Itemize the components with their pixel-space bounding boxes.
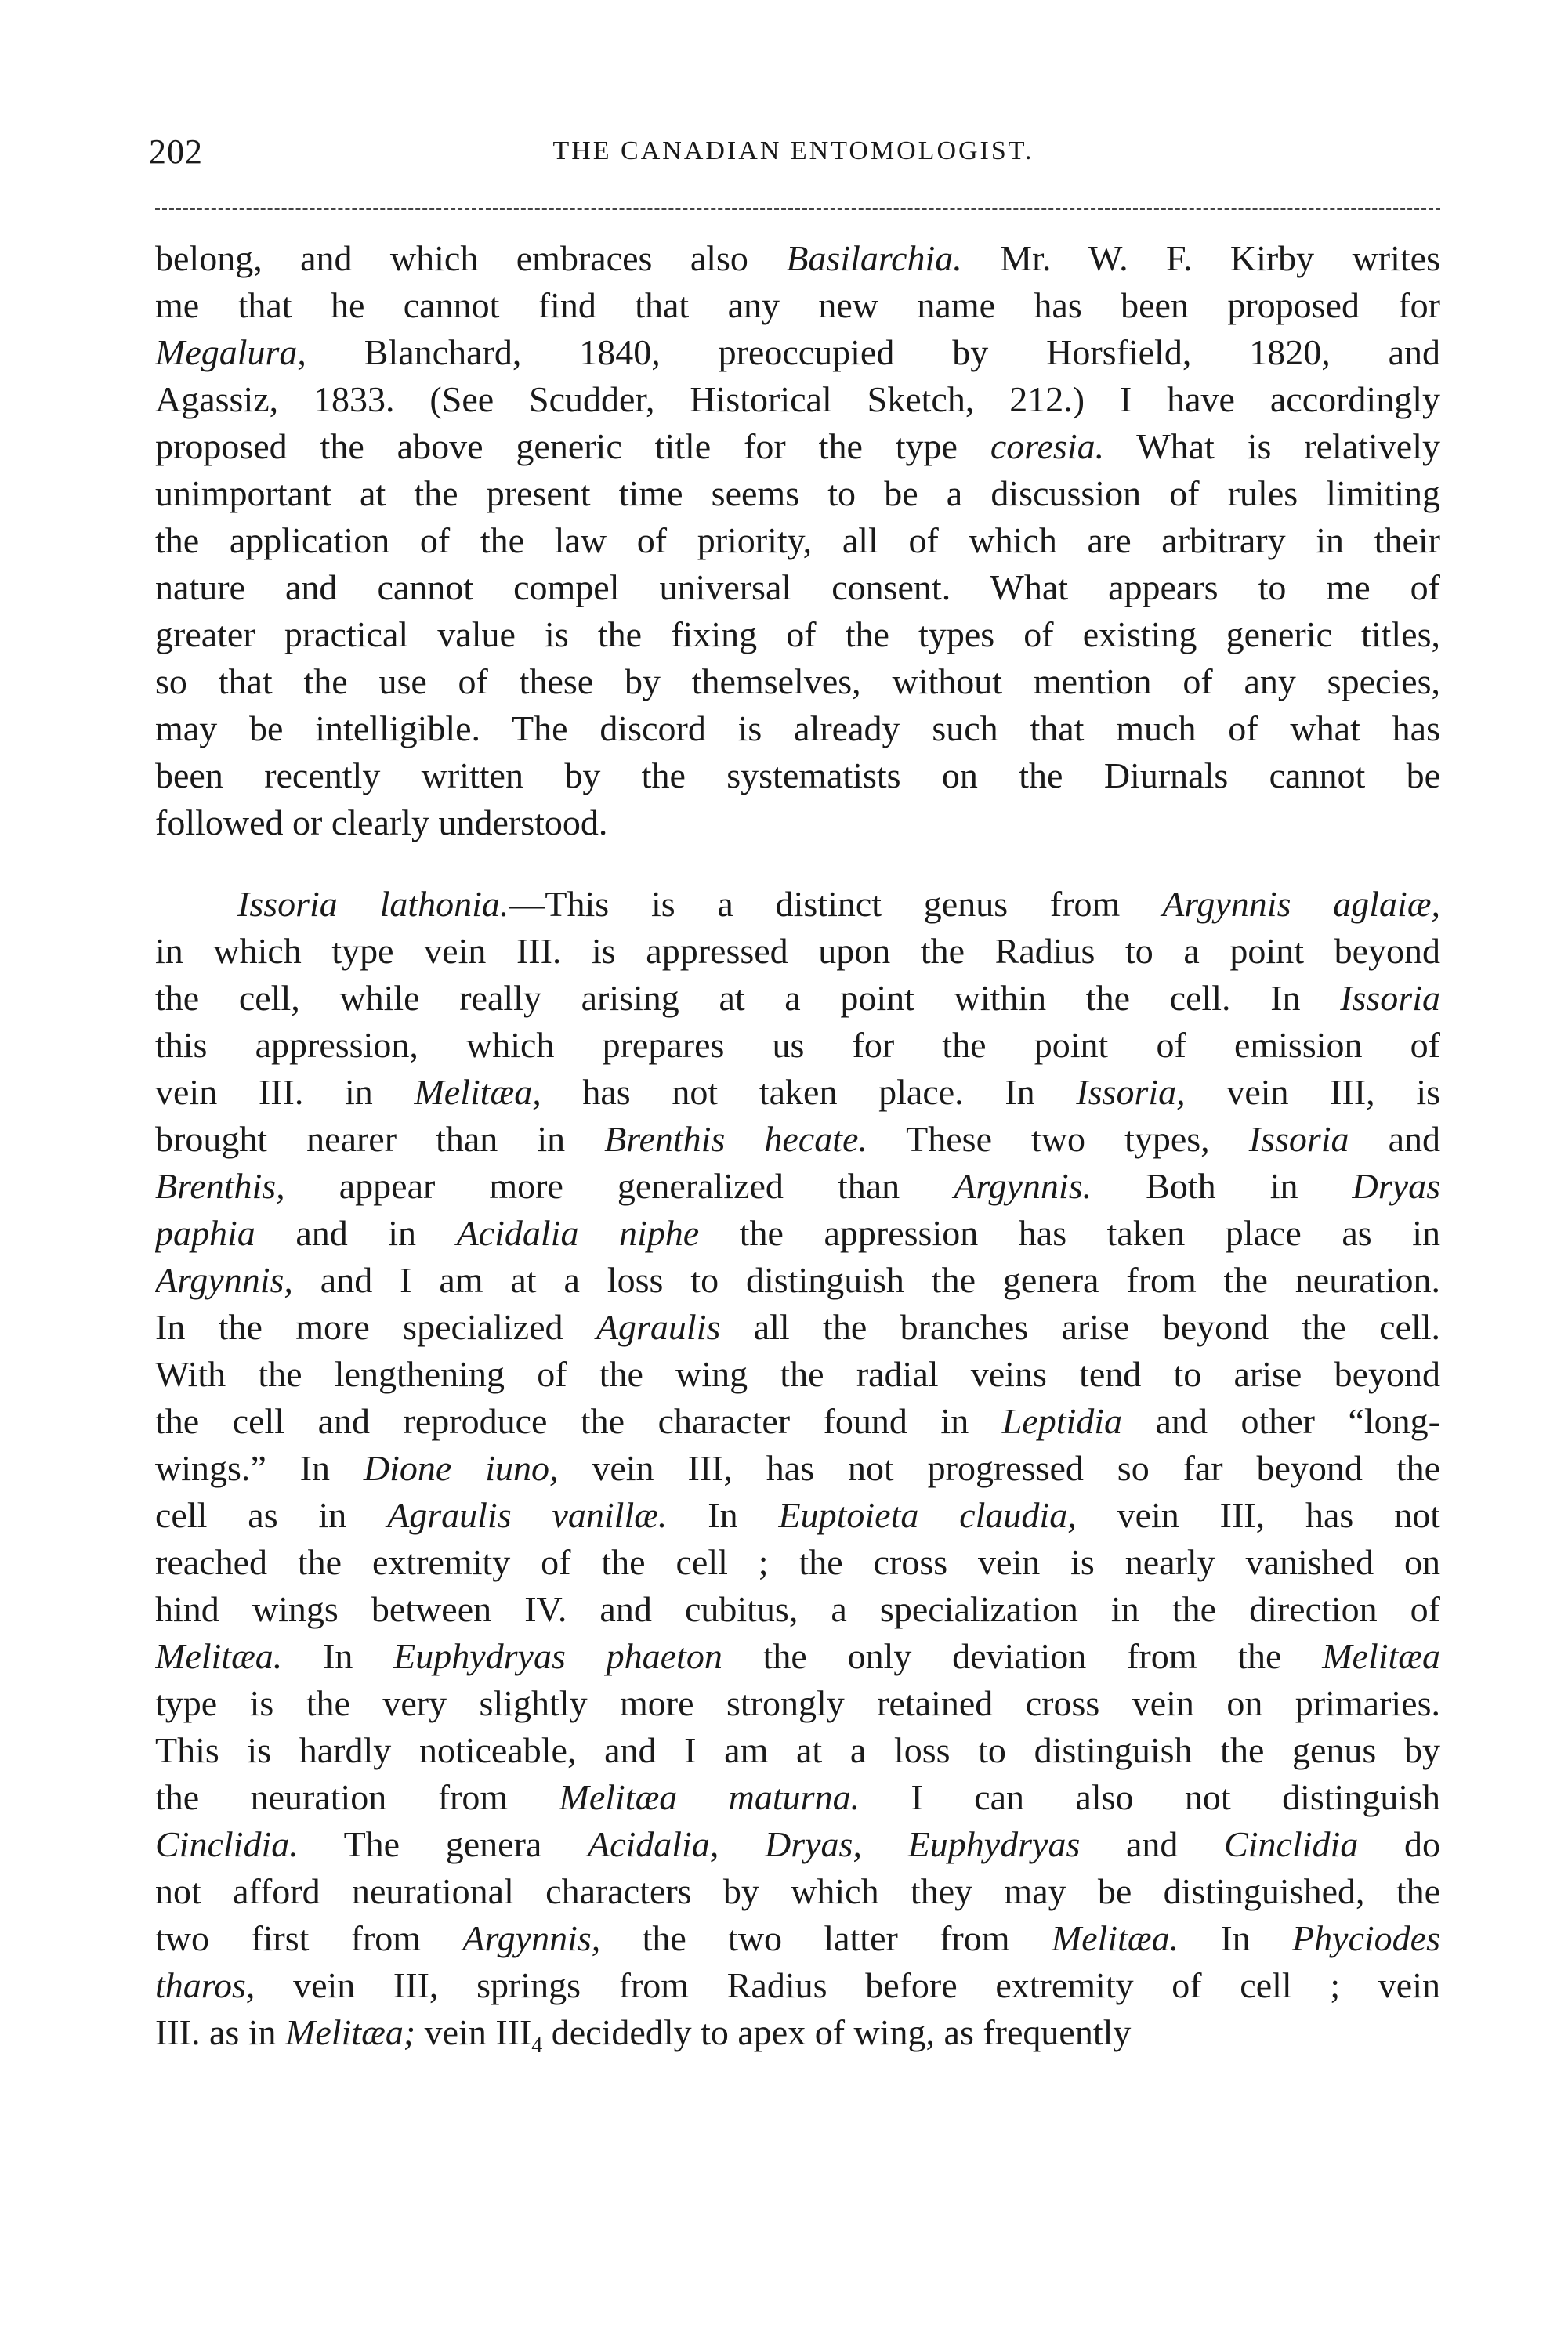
italic-taxon: Acidalia niphe — [456, 1213, 700, 1253]
text-line — [155, 282, 1440, 329]
text-run: the application of the law of priority, all of which are arbitrary in their — [155, 520, 1440, 560]
text-run: III. as in — [155, 2012, 286, 2052]
text-line — [155, 376, 1440, 423]
text-run: me that he cannot find that any new name has been proposed for — [155, 285, 1440, 325]
text-run: Mr. W. F. Kirby writes — [961, 238, 1440, 278]
text-line — [155, 1774, 1440, 1821]
text-line — [155, 1445, 1440, 1492]
text-run: In the more specialized — [155, 1307, 596, 1347]
italic-taxon: Issoria lathonia. — [237, 884, 509, 924]
text-line — [155, 1821, 1440, 1868]
italic-taxon: Issoria — [1340, 978, 1440, 1018]
italic-taxon: paphia — [155, 1213, 255, 1253]
italic-taxon: Argynnis, — [462, 1918, 601, 1958]
italic-taxon: Acidalia, Dryas, Euphydryas — [587, 1824, 1081, 1864]
text-run: vein III. in — [155, 1072, 415, 1112]
text-run: wings.” In — [155, 1448, 364, 1488]
text-run: decidedly to apex of wing, as frequently — [542, 2012, 1132, 2052]
italic-taxon: Argynnis aglaiæ, — [1162, 884, 1440, 924]
page-number: 202 — [149, 132, 203, 171]
text-line — [155, 1586, 1440, 1633]
italic-taxon: Melitæa, — [414, 1072, 541, 1112]
text-line — [155, 611, 1440, 658]
italic-taxon: Euphydryas phaeton — [393, 1636, 722, 1676]
text-line — [155, 1163, 1440, 1210]
italic-taxon: Issoria, — [1076, 1072, 1186, 1112]
text-run: has not taken place. In — [541, 1072, 1077, 1112]
text-line — [155, 1727, 1440, 1774]
italic-taxon: Phyciodes — [1291, 1918, 1440, 1958]
text-run: I can also not distinguish — [860, 1777, 1440, 1817]
text-run: type is the very slightly more strongly retained cross vein on primaries. — [155, 1683, 1440, 1723]
text-run: and in — [255, 1213, 457, 1253]
italic-taxon: Melitæa. — [155, 1636, 283, 1676]
italic-taxon: Basilarchia. — [786, 238, 962, 278]
text-run: These two types, — [867, 1119, 1249, 1159]
text-run: the cell and reproduce the character found in — [155, 1401, 1002, 1441]
italic-taxon: Melitæa maturna. — [559, 1777, 860, 1817]
text-line — [155, 1868, 1440, 1915]
text-run: hind wings between IV. and cubitus, a specialization in the direction of — [155, 1589, 1440, 1629]
text-run: vein III, springs from Radius before extremity of cell ; vein — [255, 1965, 1440, 2005]
text-line — [155, 1210, 1440, 1257]
text-run: do — [1358, 1824, 1440, 1864]
italic-taxon: Cinclidia — [1224, 1824, 1359, 1864]
text-run: appear more generalized than — [284, 1166, 954, 1206]
text-run: may be intelligible. The discord is already such that much of what has — [155, 708, 1440, 748]
text-run: vein III, has not progressed so far beyond the — [558, 1448, 1440, 1488]
text-run: In — [1179, 1918, 1292, 1958]
text-run: vein III, has not — [1076, 1495, 1440, 1535]
subscript: 4 — [531, 2033, 543, 2056]
italic-taxon: Argynnis. — [954, 1166, 1092, 1206]
journal-title: THE CANADIAN ENTOMOLOGIST. — [552, 136, 1034, 165]
text-run: In — [282, 1636, 394, 1676]
paragraph-gap — [155, 846, 1440, 881]
italic-taxon: Melitæa. — [1051, 1918, 1179, 1958]
text-line — [155, 1680, 1440, 1727]
text-run: not afford neurational characters by which they may be distinguished, the — [155, 1871, 1440, 1911]
text-line — [155, 928, 1440, 975]
text-line — [155, 1351, 1440, 1398]
text-run: The genera — [298, 1824, 588, 1864]
text-run: and other “long- — [1122, 1401, 1440, 1441]
text-run: so that the use of these by themselves, without mention of any species, — [155, 661, 1440, 701]
text-line — [155, 1962, 1440, 2009]
header-rule — [155, 208, 1440, 210]
italic-taxon: Agraulis vanillæ. — [387, 1495, 668, 1535]
text-run: unimportant at the present time seems to be a discussion of rules limiting — [155, 473, 1440, 513]
text-line — [155, 1069, 1440, 1116]
text-run: proposed the above generic title for the type — [155, 426, 990, 466]
text-line — [155, 517, 1440, 564]
paragraph — [155, 881, 1440, 2056]
text-run: in which type vein III. is appressed upon the Radius to a point beyond — [155, 931, 1440, 971]
text-line — [155, 1116, 1440, 1163]
text-line — [155, 235, 1440, 282]
text-run: In — [667, 1495, 779, 1535]
text-run: reached the extremity of the cell ; the cross vein is nearly vanished on — [155, 1542, 1440, 1582]
text-line — [155, 1022, 1440, 1069]
text-run: the two latter from — [600, 1918, 1052, 1958]
text-line — [155, 1398, 1440, 1445]
text-line — [155, 1539, 1440, 1586]
italic-taxon: Brenthis hecate. — [604, 1119, 867, 1159]
text-line — [155, 975, 1440, 1022]
text-run: this appression, which prepares us for the point of emission of — [155, 1025, 1440, 1065]
text-line — [155, 881, 1440, 928]
text-line — [155, 1915, 1440, 1962]
italic-taxon: Cinclidia. — [155, 1824, 299, 1864]
text-run: belong, and which embraces also — [155, 238, 787, 278]
text-line — [155, 470, 1440, 517]
text-run: nature and cannot compel universal consent. What appears to me of — [155, 567, 1440, 607]
italic-taxon: Issoria — [1248, 1119, 1349, 1159]
text-run: the cell, while really arising at a point within the cell. In — [155, 978, 1341, 1018]
text-line — [155, 2009, 1440, 2056]
text-run: This is hardly noticeable, and I am at a loss to distinguish the genus by — [155, 1730, 1440, 1770]
text-run: Both in — [1092, 1166, 1353, 1206]
text-run: and — [1080, 1824, 1225, 1864]
text-line — [155, 752, 1440, 799]
text-line — [155, 1257, 1440, 1304]
text-line — [155, 329, 1440, 376]
running-head — [149, 132, 1438, 186]
text-run: What is relatively — [1104, 426, 1440, 466]
text-run: Blanchard, 1840, preoccupied by Horsfield, 1820, and — [306, 332, 1440, 372]
text-run: cell as in — [155, 1495, 388, 1535]
text-run: With the lengthening of the wing the radial veins tend to arise beyond — [155, 1354, 1440, 1394]
text-run: Agassiz, 1833. (See Scudder, Historical Sketch, 212.) I have accordingly — [155, 379, 1440, 419]
italic-taxon: Brenthis, — [155, 1166, 285, 1206]
text-run: been recently written by the systematists on the Diurnals cannot be — [155, 755, 1440, 795]
italic-taxon: Leptidia — [1001, 1401, 1123, 1441]
text-run: the appression has taken place as in — [699, 1213, 1440, 1253]
text-run: greater practical value is the fixing of the types of existing generic titles, — [155, 614, 1440, 654]
italic-taxon: tharos, — [155, 1965, 255, 2005]
italic-taxon: coresia. — [990, 426, 1105, 466]
text-run: all the branches arise beyond the cell. — [720, 1307, 1440, 1347]
text-line — [155, 1492, 1440, 1539]
text-run: vein III — [415, 2012, 532, 2052]
text-run: followed or clearly understood. — [155, 802, 608, 842]
text-run: vein III, is — [1185, 1072, 1440, 1112]
body-text — [155, 235, 1440, 2056]
italic-taxon: Euptoieta claudia, — [778, 1495, 1077, 1535]
text-run: and I am at a loss to distinguish the genera from the neuration. — [292, 1260, 1440, 1300]
text-line — [155, 705, 1440, 752]
italic-taxon: Melitæa; — [285, 2012, 416, 2052]
italic-taxon: Melitæa — [1322, 1636, 1440, 1676]
text-run: —This is a distinct genus from — [509, 884, 1163, 924]
italic-taxon: Dryas — [1352, 1166, 1440, 1206]
text-line — [155, 658, 1440, 705]
italic-taxon: Megalura, — [155, 332, 306, 372]
text-run: brought nearer than in — [155, 1119, 605, 1159]
text-line — [155, 1304, 1440, 1351]
text-run: the neuration from — [155, 1777, 559, 1817]
text-line — [155, 799, 1440, 846]
text-line — [155, 1633, 1440, 1680]
text-line — [155, 564, 1440, 611]
italic-taxon: Argynnis, — [155, 1260, 293, 1300]
paragraph — [155, 235, 1440, 846]
text-run: and — [1349, 1119, 1440, 1159]
text-run: two first from — [155, 1918, 463, 1958]
italic-taxon: Agraulis — [596, 1307, 721, 1347]
text-run: the only deviation from the — [722, 1636, 1323, 1676]
italic-taxon: Dione iuno, — [363, 1448, 559, 1488]
text-line — [155, 423, 1440, 470]
